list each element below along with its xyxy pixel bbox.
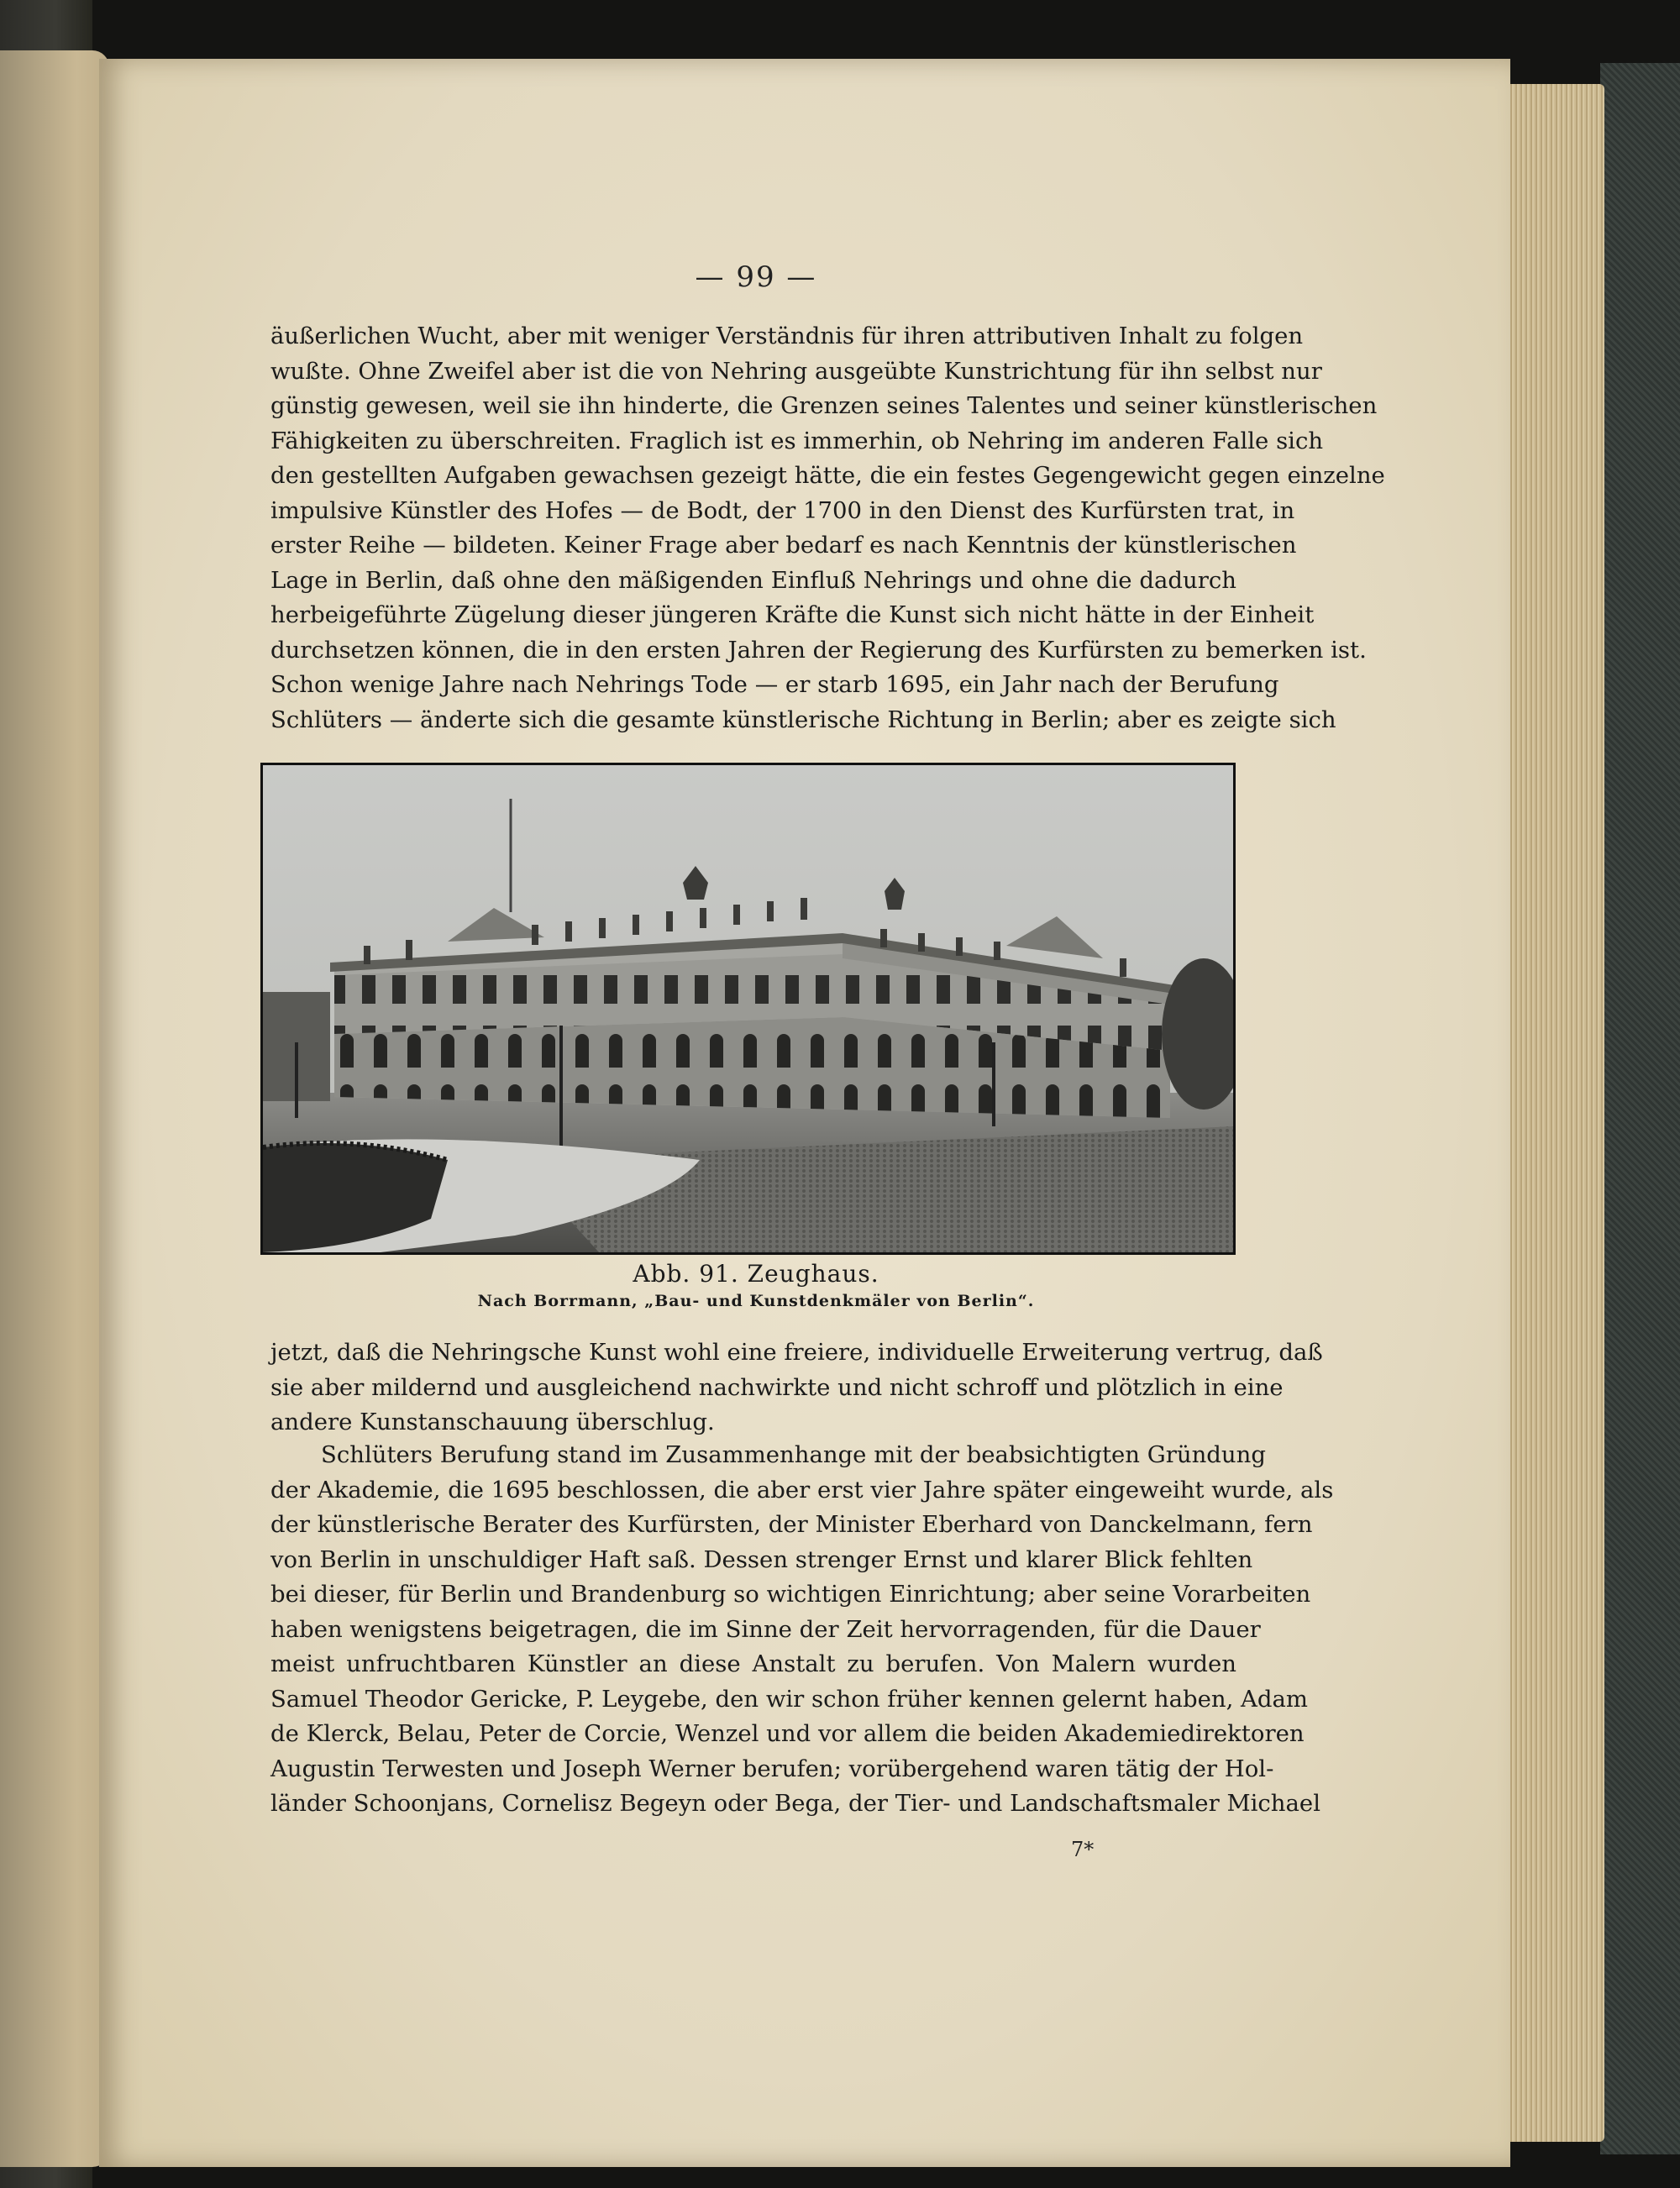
text-line: Schlüters Berufung stand im Zusammenhange mit der beabsichtigten Gründung (321, 1441, 1266, 1468)
text-line: wußte. Ohne Zweifel aber ist die von Nehring ausgeübte Kunstrichtung für ihn selbst nur (270, 357, 1322, 385)
figure-zeughaus-photo (260, 763, 1236, 1255)
text-line: Samuel Theodor Gericke, P. Leygebe, den wir schon früher kennen gelernt haben, Adam (270, 1685, 1308, 1713)
text-line: sie aber mildernd und ausgleichend nachwirkte und nicht schroff und plötzlich in eine (270, 1373, 1284, 1401)
text-line: bei dieser, für Berlin und Brandenburg so wichtigen Einrichtung; aber seine Vorarbeiten (270, 1581, 1311, 1608)
text-line: impulsive Künstler des Hofes — de Bodt, der 1700 in den Dienst des Kurfürsten trat, in (270, 496, 1295, 524)
page-stack-edge (1504, 84, 1604, 2142)
text-line: von Berlin in unschuldiger Haft saß. Dessen strenger Ernst und klarer Blick fehlten (270, 1545, 1253, 1573)
text-line: äußerlichen Wucht, aber mit weniger Verständnis für ihren attributiven Inhalt zu folgen (270, 323, 1304, 349)
book-cover-right (1600, 63, 1680, 2154)
paragraph-main (270, 1438, 1334, 1822)
figure-caption: Abb. 91. Zeughaus. (633, 1260, 879, 1288)
text-line: Fähigkeiten zu überschreiten. Fraglich ist es immerhin, ob Nehring im anderen Falle sich (270, 427, 1324, 454)
signature-mark: 7* (1071, 1838, 1095, 1861)
zeughaus-photo (263, 765, 1233, 1252)
text-line: meist unfruchtbaren Künstler an diese Anstalt zu berufen. Von Malern wurden (270, 1650, 1236, 1677)
page-number: — 99 — (695, 260, 817, 294)
figure-source: Nach Borrmann, „Bau- und Kunstdenkmäler von Berlin“. (477, 1292, 1035, 1310)
paragraph-top (270, 319, 1385, 737)
text-line: Lage in Berlin, daß ohne den mäßigenden Einfluß Nehrings und ohne die dadurch (270, 566, 1236, 594)
text-line: der künstlerische Berater des Kurfürsten, der Minister Eberhard von Danckelmann, fern (270, 1511, 1313, 1538)
paragraph-after-figure (270, 1335, 1323, 1440)
text-line: erster Reihe — bildeten. Keiner Frage aber bedarf es nach Kenntnis der künstlerischen (270, 532, 1297, 559)
text-line: durchsetzen können, die in den ersten Jahren der Regierung des Kurfürsten zu bemerken ist. (270, 636, 1367, 664)
text-line: Augustin Terwesten und Joseph Werner berufen; vorübergehend waren tätig der Hol- (270, 1755, 1274, 1782)
text-line: de Klerck, Belau, Peter de Corcie, Wenzel und vor allem die beiden Akademiedirektoren (270, 1720, 1305, 1747)
text-line: den gestellten Aufgaben gewachsen gezeigt hätte, die ein festes Gegengewicht gegen einzelne (270, 462, 1385, 489)
text-line: länder Schoonjans, Cornelisz Begeyn oder Bega, der Tier- und Landschaftsmaler Michael (270, 1790, 1320, 1817)
text-line: günstig gewesen, weil sie ihn hinderte, die Grenzen seines Talentes und seiner künstlerischen (270, 392, 1378, 419)
text-line: Schlüters — änderte sich die gesamte künstlerische Richtung in Berlin; aber es zeigte sich (270, 706, 1336, 733)
text-line: jetzt, daß die Nehringsche Kunst wohl eine freiere, individuelle Erweiterung vertrug, daß (270, 1339, 1323, 1366)
text-line: andere Kunstanschauung überschlug. (270, 1409, 715, 1435)
left-page-edge (0, 50, 109, 2167)
text-line: Schon wenige Jahre nach Nehrings Tode — er starb 1695, ein Jahr nach der Berufung (270, 671, 1279, 698)
text-line: herbeigeführte Zügelung dieser jüngeren Kräfte die Kunst sich nicht hätte in der Einheit (270, 601, 1315, 628)
text-line: haben wenigstens beigetragen, die im Sinne der Zeit hervorragenden, für die Dauer (270, 1615, 1261, 1643)
text-line: der Akademie, die 1695 beschlossen, die aber erst vier Jahre später eingeweiht wurde, als (270, 1476, 1334, 1503)
